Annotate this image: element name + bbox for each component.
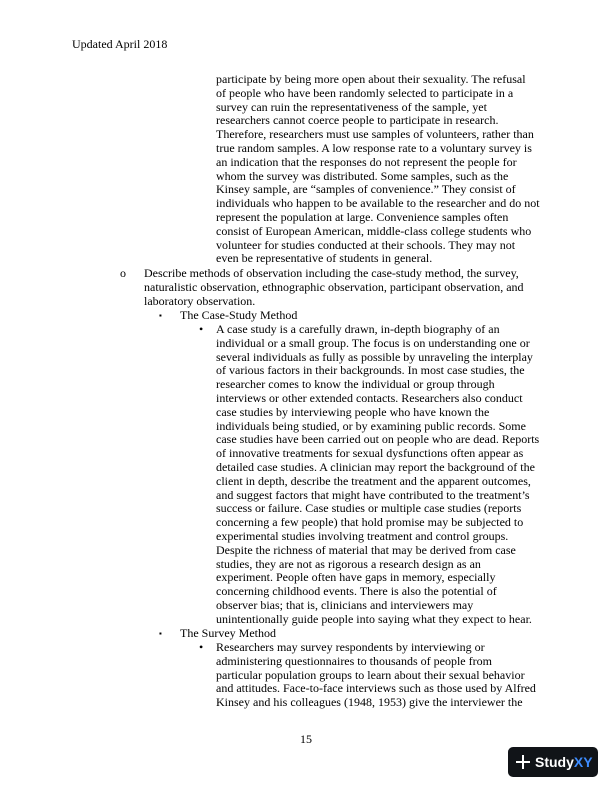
text-line: Researchers may survey respondents by interviewing or: [216, 640, 485, 654]
text-line: Kinsey and his colleagues (1948, 1953) give the interviewer the: [216, 695, 523, 710]
text-line: and attitudes. Face-to-face interviews such as those used by Alfred: [216, 681, 536, 696]
text-line: individual or a small group. The focus is on understanding one or: [216, 335, 530, 350]
continuation-paragraph: [216, 73, 546, 266]
text-line: of people who have been randomly selected to participate in a: [216, 85, 514, 100]
text-line: Despite the richness of material that may be derived from case: [216, 542, 516, 557]
text-line: Describe methods of observation including the case-study method, the survey,: [144, 266, 519, 280]
text-line: studies, they are not as rigorous a research design as an: [216, 556, 481, 571]
text-line: unintentionally guide people into saying what they expect to hear.: [216, 611, 532, 626]
text-line: naturalistic observation, ethnographic observation, participant observation, and: [144, 279, 524, 294]
dot-bullet-icon: •: [199, 322, 204, 336]
text-line: A case study is a carefully drawn, in-depth biography of an: [216, 322, 500, 336]
text-line: Therefore, researchers must use samples of volunteers, rather than: [216, 127, 534, 142]
case-study-paragraph: [216, 323, 546, 627]
text-line: participate by being more open about their sexuality. The refusal: [216, 72, 526, 86]
text-line: case studies have been carried out on people who are dead. Reports: [216, 432, 540, 447]
text-line: particular population groups to learn about their sexual behavior: [216, 667, 525, 682]
text-line: researchers cannot coerce people to participate in research.: [216, 113, 499, 128]
badge-brand-main: Study: [535, 754, 574, 770]
dot-bullet-icon: •: [199, 640, 204, 654]
text-line: even be representative of students in general.: [216, 251, 433, 266]
plus-icon: [516, 755, 530, 769]
text-line: client in depth, describe the treatment and the apparent outcomes,: [216, 473, 531, 488]
text-line: represent the population at large. Convenience samples often: [216, 209, 509, 224]
text-line: individuals being studied, or by examining public records. Some: [216, 418, 526, 433]
text-line: experiment. People often have gaps in memory, especially: [216, 570, 496, 585]
text-line: volunteer for studies conducted at their schools. They may not: [216, 237, 516, 252]
text-line: true random samples. A low response rate to a voluntary survey is: [216, 140, 532, 155]
objective-item: [144, 267, 544, 308]
page-number: 15: [300, 732, 312, 746]
text-line: observer bias; that is, clinicians and interviewers may: [216, 597, 474, 612]
studyxy-badge[interactable]: [508, 747, 598, 777]
text-line: detailed case studies. A clinician may report the background of the: [216, 459, 535, 474]
case-study-heading: The Case-Study Method: [180, 308, 298, 322]
text-line: and suggest factors that might have contributed to the treatment’s: [216, 487, 530, 502]
text-line: concerning a few people) that hold promise may be subjected to: [216, 515, 524, 530]
updated-header: Updated April 2018: [72, 37, 168, 51]
text-line: consist of European American, middle-class college students who: [216, 223, 532, 238]
text-line: several individuals as fully as possible by unraveling the interplay: [216, 349, 533, 364]
text-line: an indication that the responses do not represent the people for: [216, 154, 517, 169]
text-line: laboratory observation.: [144, 293, 256, 308]
square-bullet-icon: ▪: [159, 629, 162, 638]
text-line: success or failure. Case studies or multiple case studies (reports: [216, 501, 522, 516]
text-line: concerning childhood events. There is also the potential of: [216, 584, 497, 599]
text-line: researcher comes to know the individual or group through: [216, 377, 495, 392]
badge-brand-accent: XY: [573, 754, 593, 770]
survey-paragraph: [216, 641, 546, 710]
text-line: case studies by interviewing people who have known the: [216, 404, 490, 419]
text-line: interviews or other extended contacts. Researchers also conduct: [216, 390, 523, 405]
square-bullet-icon: ▪: [159, 311, 162, 320]
text-line: of various factors in their backgrounds. In most case studies, the: [216, 363, 525, 378]
text-line: experimental studies involving treatment and control groups.: [216, 528, 509, 543]
survey-heading: The Survey Method: [180, 626, 276, 640]
circle-bullet-icon: o: [120, 266, 126, 280]
text-line: whom the survey was distributed. Some samples, such as the: [216, 168, 509, 183]
text-line: administering questionnaires to thousands of people from: [216, 653, 492, 668]
text-line: of innovative treatments for sexual dysfunctions often appear as: [216, 446, 524, 461]
text-line: individuals who happen to be available to the researcher and do not: [216, 196, 540, 211]
text-line: survey can ruin the representativeness of the sample, yet: [216, 99, 487, 114]
text-line: Kinsey sample, are “samples of convenience.” They consist of: [216, 182, 516, 197]
